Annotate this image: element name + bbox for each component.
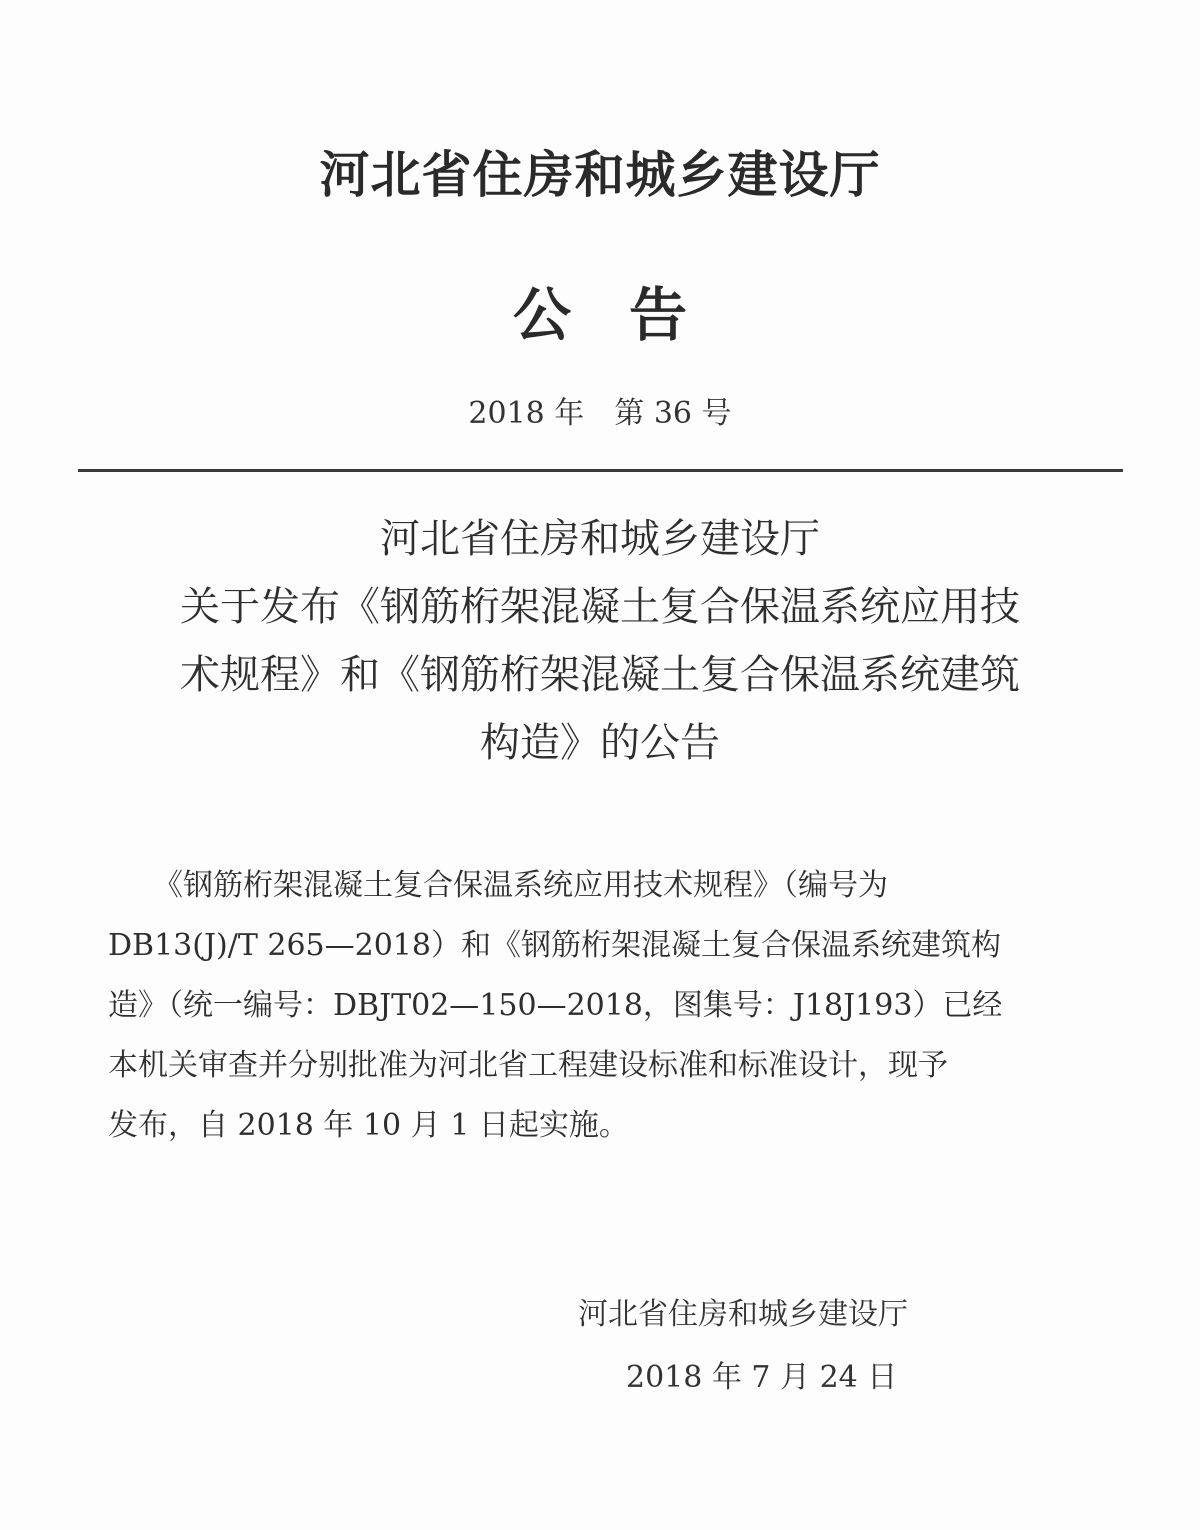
headline-line: 术规程》和《钢筋桁架混凝土复合保温系统建筑 [180,652,1020,698]
headline-line: 构造》的公告 [480,720,720,766]
body-line: 发布，自 2018 年 10 月 1 日起实施。 [108,1108,629,1143]
header-divider [78,469,1123,472]
body-line: 《钢筋桁架混凝土复合保温系统应用技术规程》（编号为 [108,868,888,903]
headline-line: 关于发布《钢筋桁架混凝土复合保温系统应用技 [180,584,1020,630]
body-line: DB13(J)/T 265—2018）和《钢筋桁架混凝土复合保温系统建筑构 [108,928,1001,963]
body-line: 造》（统一编号：DBJT02—150—2018，图集号：J18J193）已经 [108,988,1003,1023]
announcement-headline [100,505,1100,777]
body-line: 本机关审查并分别批准为河北省工程建设标准和标准设计，现予 [108,1048,948,1083]
signature-organization: 河北省住房和城乡建设厅 [578,1297,908,1332]
headline-line: 河北省住房和城乡建设厅 [380,516,820,562]
signature-date: 2018 年 7 月 24 日 [626,1360,898,1395]
document-number: 2018 年 第 36 号 [468,396,732,431]
agency-title: 河北省住房和城乡建设厅 [319,146,881,204]
announcement-body [108,856,1083,1156]
document-type-title: 公 告 [512,281,687,349]
